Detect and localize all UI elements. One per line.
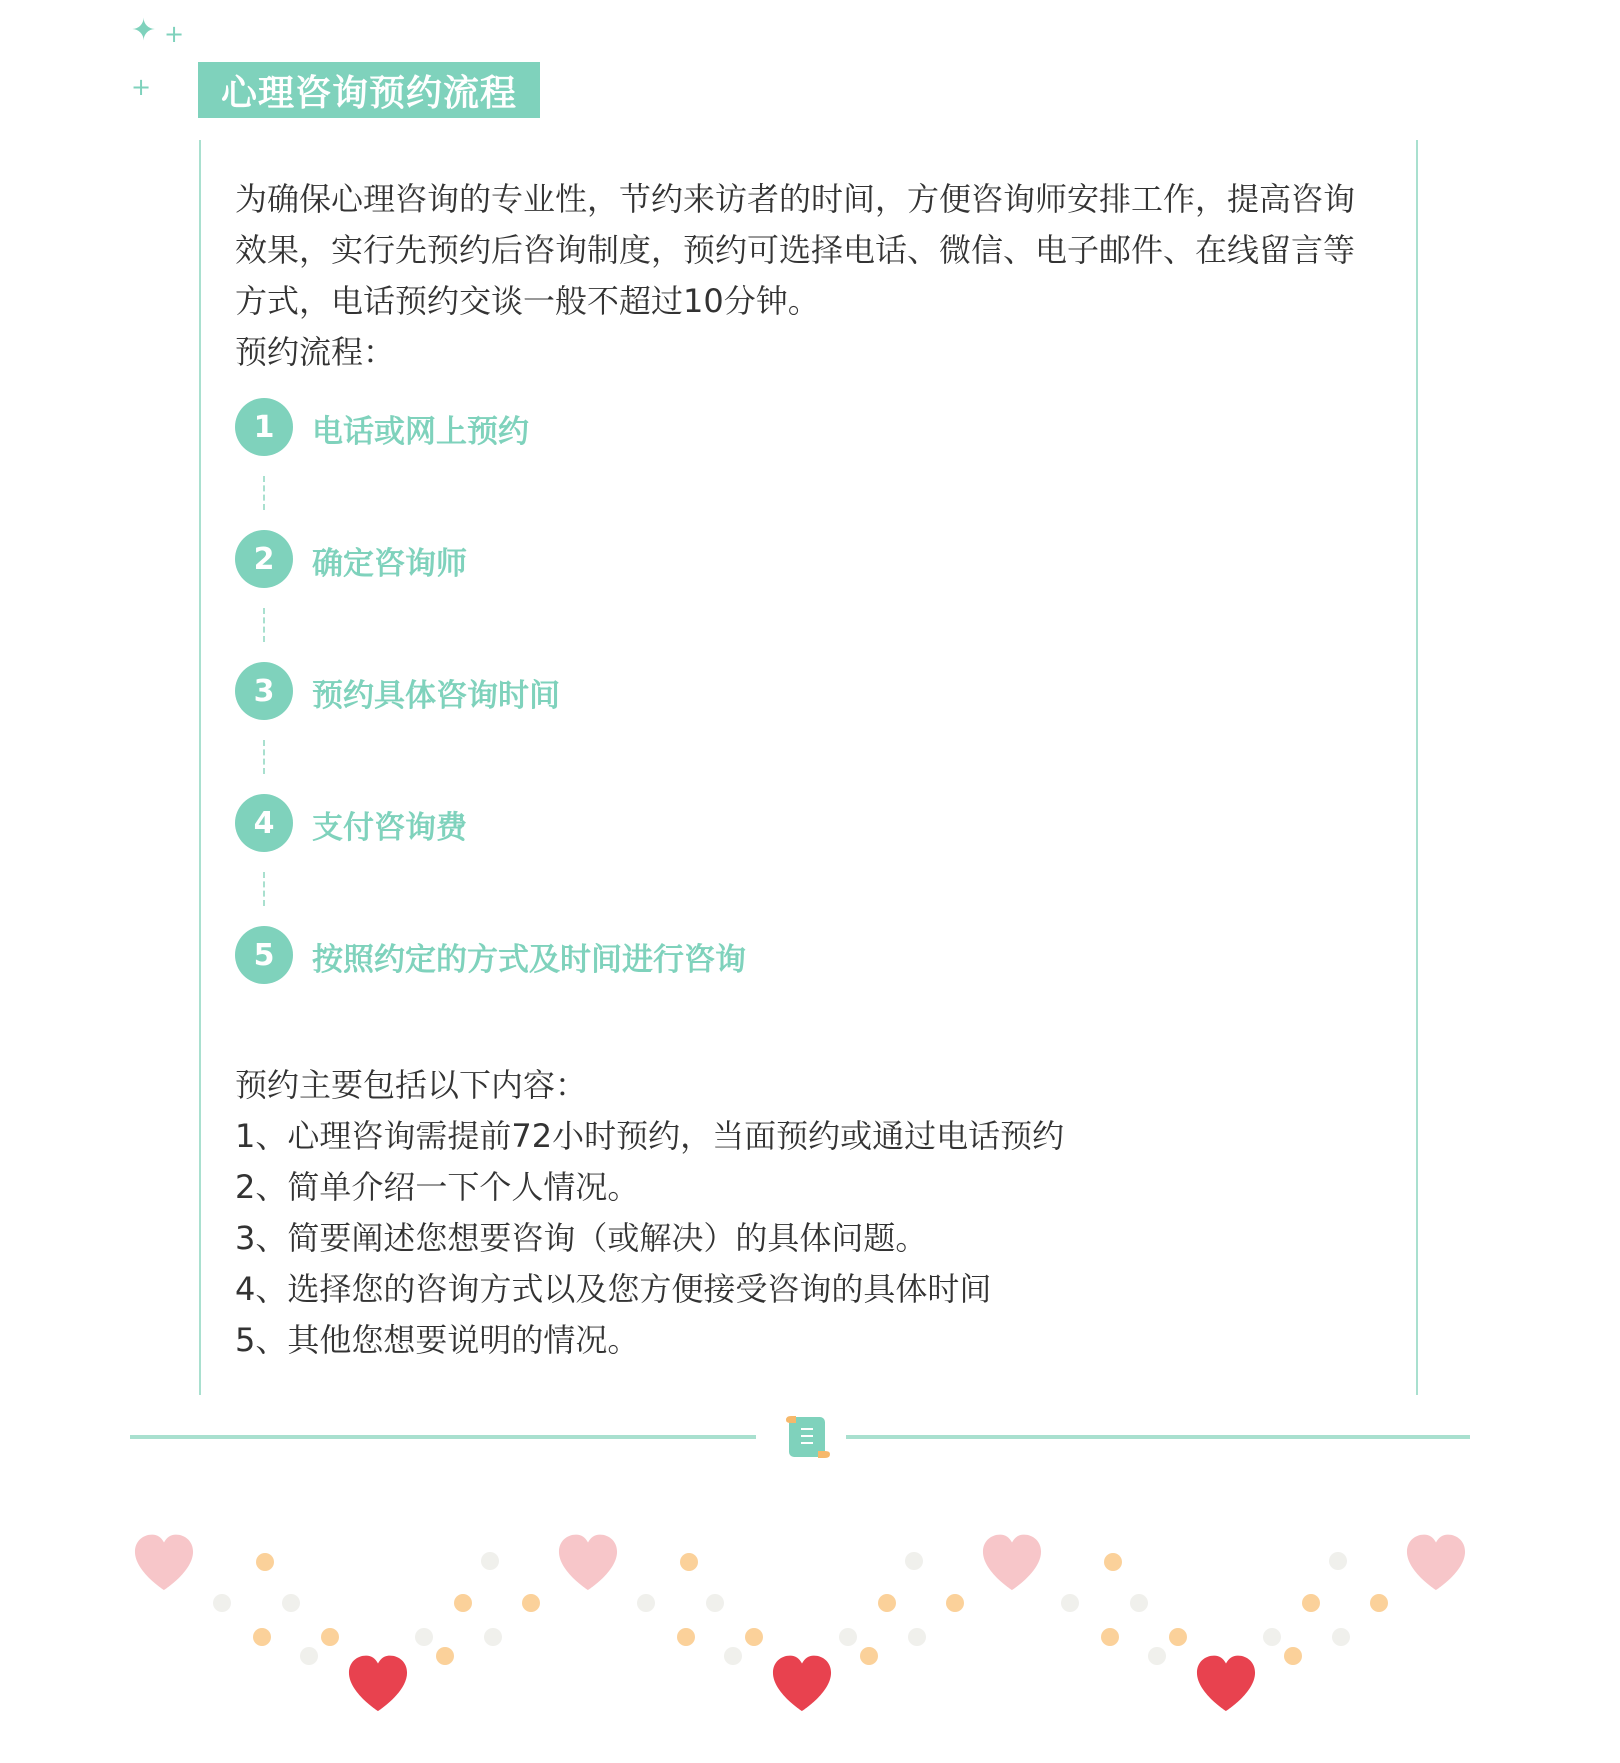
step-number-badge: 5 (235, 926, 293, 984)
dot-icon (706, 1594, 724, 1612)
divider-right (846, 1435, 1470, 1439)
dot-icon (1329, 1552, 1347, 1570)
plus-icon: + (131, 73, 152, 101)
heart-icon (769, 1653, 835, 1714)
dot-icon (680, 1553, 698, 1571)
intro-paragraph: 为确保心理咨询的专业性，节约来访者的时间，方便咨询师安排工作，提高咨询效果，实行先预约后咨询制度，预约可选择电话、微信、电子邮件、在线留言等方式，电话预约交谈一般不超过10分钟。 (235, 180, 1356, 320)
content-item: 4、选择您的咨询方式以及您方便接受咨询的具体时间 (235, 1270, 992, 1308)
dot-icon (213, 1594, 231, 1612)
step-label: 按照约定的方式及时间进行咨询 (312, 942, 746, 978)
content-heading: 预约主要包括以下内容： (235, 1066, 588, 1104)
step-connector (263, 476, 265, 510)
frame-right-border (1416, 140, 1418, 1395)
step-label: 电话或网上预约 (312, 414, 529, 450)
step-number-badge: 4 (235, 794, 293, 852)
dot-icon (436, 1647, 454, 1665)
dot-icon (724, 1647, 742, 1665)
dot-icon (878, 1594, 896, 1612)
dot-icon (282, 1594, 300, 1612)
dot-icon (1101, 1628, 1119, 1646)
dot-icon (1302, 1594, 1320, 1612)
dot-icon (860, 1647, 878, 1665)
intro-section (235, 174, 1385, 378)
content-item: 1、心理咨询需提前72小时预约，当面预约或通过电话预约 (235, 1117, 1065, 1155)
step-label: 确定咨询师 (312, 546, 467, 582)
step-label: 支付咨询费 (312, 810, 467, 846)
dot-icon (908, 1628, 926, 1646)
dot-icon (1148, 1647, 1166, 1665)
step-number-badge: 1 (235, 398, 293, 456)
content-item: 3、简要阐述您想要咨询（或解决）的具体问题。 (235, 1219, 928, 1257)
step-connector (263, 740, 265, 774)
dot-icon (415, 1628, 433, 1646)
step-number-badge: 3 (235, 662, 293, 720)
dot-icon (839, 1628, 857, 1646)
content-item: 2、简单介绍一下个人情况。 (235, 1168, 640, 1206)
dot-icon (1370, 1594, 1388, 1612)
heart-icon (555, 1532, 621, 1593)
step-connector (263, 872, 265, 906)
dot-icon (905, 1552, 923, 1570)
dot-icon (745, 1628, 763, 1646)
heart-icon (979, 1532, 1045, 1593)
dot-icon (1169, 1628, 1187, 1646)
scroll-icon (782, 1414, 834, 1460)
dot-icon (484, 1628, 502, 1646)
heart-icon (1193, 1653, 1259, 1714)
dot-icon (256, 1553, 274, 1571)
dot-icon (522, 1594, 540, 1612)
dot-icon (321, 1628, 339, 1646)
dot-icon (946, 1594, 964, 1612)
dot-icon (454, 1594, 472, 1612)
step-connector (263, 608, 265, 642)
heart-icon (1403, 1532, 1469, 1593)
dot-icon (253, 1628, 271, 1646)
dot-icon (677, 1628, 695, 1646)
dot-icon (300, 1647, 318, 1665)
appointment-content (235, 1060, 1064, 1366)
process-label: 预约流程： (235, 333, 396, 371)
dot-icon (1263, 1628, 1281, 1646)
dot-icon (637, 1594, 655, 1612)
heart-icon (345, 1653, 411, 1714)
heart-icon (131, 1532, 197, 1593)
frame-left-border (199, 140, 201, 1395)
dot-icon (1130, 1594, 1148, 1612)
dot-icon (1061, 1594, 1079, 1612)
page-title: 心理咨询预约流程 (198, 62, 540, 118)
dot-icon (1332, 1628, 1350, 1646)
dot-icon (1284, 1647, 1302, 1665)
sparkle-icon: ✦ (131, 13, 157, 48)
dot-icon (1104, 1553, 1122, 1571)
step-label: 预约具体咨询时间 (312, 678, 560, 714)
content-item: 5、其他您想要说明的情况。 (235, 1321, 640, 1359)
divider-left (130, 1435, 756, 1439)
dot-icon (481, 1552, 499, 1570)
plus-icon: + (164, 20, 185, 48)
step-number-badge: 2 (235, 530, 293, 588)
